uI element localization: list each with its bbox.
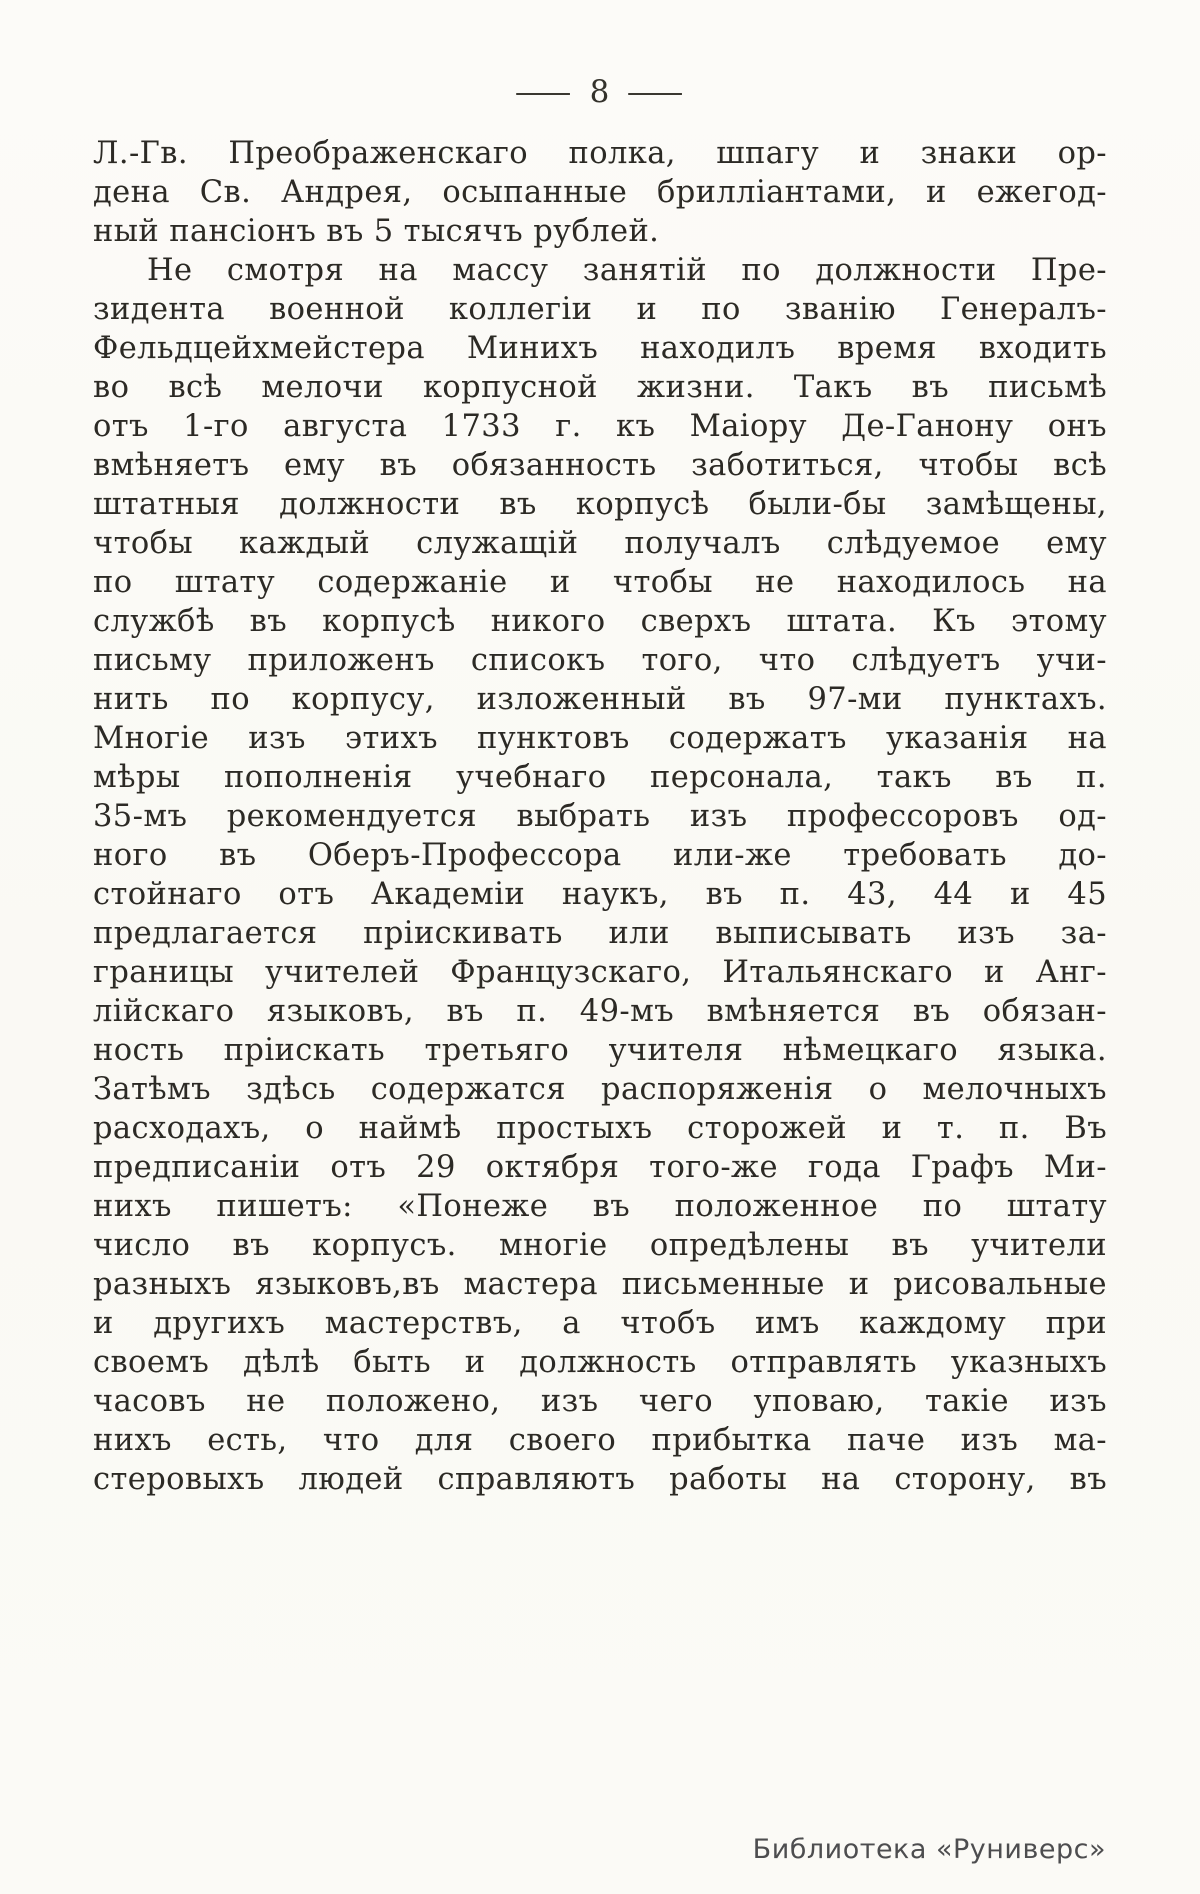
text-line: предписаніи отъ 29 октября того-же года Графъ Ми- [93,1150,1107,1185]
text-line: и другихъ мастерствъ, а чтобъ имъ каждому при [93,1306,1107,1341]
text-line: Фельдцейхмейстера Минихъ находилъ время входить [93,331,1107,366]
text-line: предлагается пріискивать или выписывать изъ за- [93,916,1107,951]
text-line: расходахъ, о наймѣ простыхъ сторожей и т. п. Въ [93,1111,1107,1146]
text-line: разныхъ языковъ,въ мастера письменные и рисовальные [93,1267,1107,1302]
text-line: часовъ не положено, изъ чего уповаю, такіе изъ [93,1384,1107,1419]
text-line: штатныя должности въ корпусѣ были-бы замѣщены, [93,487,1107,522]
text-line: Многіе изъ этихъ пунктовъ содержатъ указанія на [93,721,1107,756]
library-watermark: Библиотека «Руниверс» [752,1834,1106,1865]
page-number-dash-right: — [625,74,687,110]
text-line: нить по корпусу, изложенный въ 97-ми пунктахъ. [93,682,1107,717]
text-line: ность пріискать третьяго учителя нѣмецкаго языка. [93,1033,1107,1068]
text-line: службѣ въ корпусѣ никого сверхъ штата. Къ этому [93,604,1107,639]
text-line: ный пансіонъ въ 5 тысячъ рублей. [93,214,660,249]
text-line: вмѣняетъ ему въ обязанность заботиться, чтобы всѣ [93,448,1107,483]
text-line: лійскаго языковъ, въ п. 49-мъ вмѣняется въ обязан- [93,994,1107,1029]
text-line: дена Св. Андрея, осыпанные брилліантами, и ежегод- [93,175,1107,210]
text-line: границы учителей Французскаго, Итальянскаго и Анг- [93,955,1107,990]
text-line: нихъ есть, что для своего прибытка паче изъ ма- [93,1423,1107,1458]
text-line: письму приложенъ списокъ того, что слѣдуетъ учи- [93,643,1107,678]
text-line: своемъ дѣлѣ быть и должность отправлять указныхъ [93,1345,1107,1380]
text-line: чтобы каждый служащій получалъ слѣдуемое ему [93,526,1107,561]
text-line: зидента военной коллегіи и по званію Генералъ- [93,292,1107,327]
page-number-value: 8 [589,74,611,110]
page-number [0,74,1200,110]
text-block [93,134,1107,1499]
text-line: 35-мъ рекомендуется выбрать изъ профессоровъ од- [93,799,1107,834]
text-line: нихъ пишетъ: «Понеже въ положенное по штату [93,1189,1107,1224]
text-line: мѣры пополненія учебнаго персонала, такъ въ п. [93,760,1107,795]
text-line: число въ корпусъ. многіе опредѣлены въ учители [93,1228,1107,1263]
text-line: отъ 1-го августа 1733 г. къ Маіору Де-Ганону онъ [93,409,1107,444]
page-number-dash-left: — [513,74,575,110]
text-line: ного въ Оберъ-Профессора или-же требовать до- [93,838,1107,873]
text-line: во всѣ мелочи корпусной жизни. Такъ въ письмѣ [93,370,1107,405]
text-line: стеровыхъ людей справляютъ работы на сторону, въ [93,1462,1107,1497]
text-line: по штату содержаніе и чтобы не находилось на [93,565,1107,600]
text-line: Не смотря на массу занятій по должности Пре- [147,253,1107,288]
text-line: Затѣмъ здѣсь содержатся распоряженія о мелочныхъ [93,1072,1107,1107]
text-line: Л.-Гв. Преображенскаго полка, шпагу и знаки ор- [93,136,1107,171]
text-line: стойнаго отъ Академіи наукъ, въ п. 43, 44 и 45 [93,877,1107,912]
